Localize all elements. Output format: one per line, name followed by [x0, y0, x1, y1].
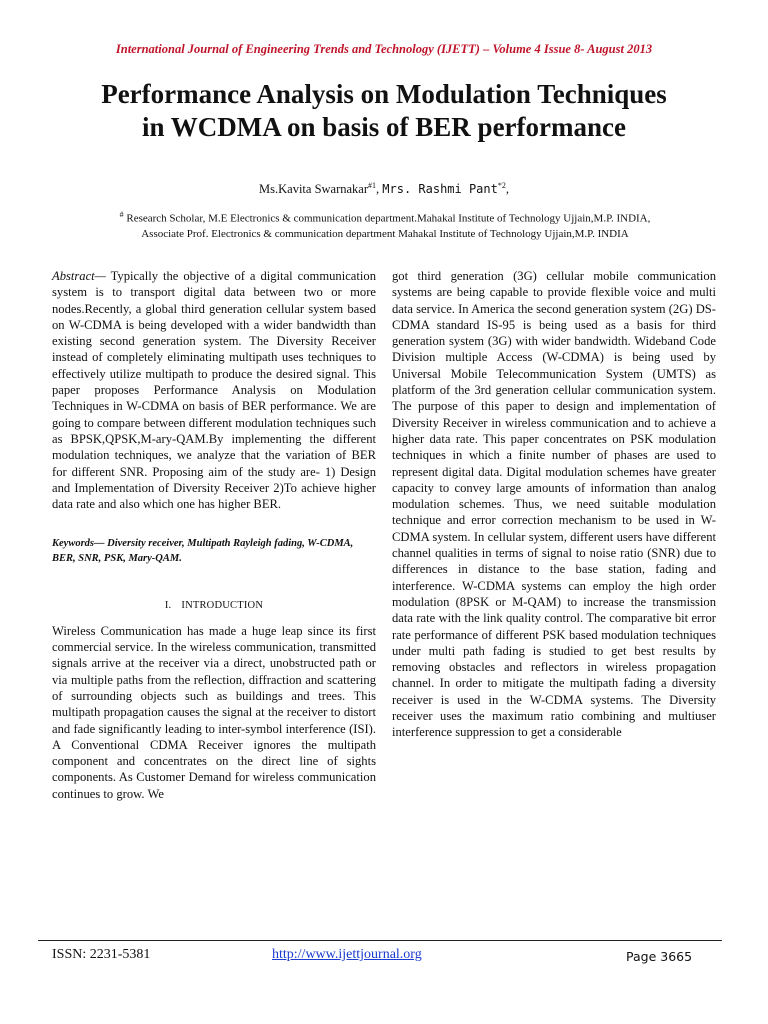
author-2-affiliation-mark: *2 [497, 180, 506, 190]
abstract [52, 268, 376, 512]
title-line-1: Performance Analysis on Modulation Techniques [101, 79, 667, 109]
affiliation-line-1: Research Scholar, M.E Electronics & communication department.Mahakal Institute of Technology Ujjain,M.P. INDIA, [126, 212, 651, 225]
author-separator: , [376, 182, 383, 196]
author-1: Ms.Kavita Swarnakar [259, 182, 369, 196]
right-column [392, 268, 716, 741]
footer-divider [38, 940, 722, 941]
section-number: I. [164, 600, 172, 612]
paper-title [30, 78, 738, 144]
section-title: INTRODUCTION [181, 600, 264, 612]
right-column-text: got third generation (3G) cellular mobile communication systems are being capable to provide flexible voice and multi data service. In America the second generation system (2G) DS-CDMA standard IS-95 is being used as a basis for third generation system (3G) with wider bandwidth. Wideband Code Division multiple Access (W-CDMA) is being used by Universal Mobile Telecommunication System (UMTS) as platform of the 3rd generation cellular communication system. The purpose of this paper to design and implementation of Diversity Receiver in wireless communication and to achieve a higher data rate. This paper concentrates on PSK modulation techniques in which a finite number of phases are used to represent digital data. Digital modulation schemes have greater capacity to convey large amounts of information than analog modulation schemes. Thus, we need suitable modulation technique and error correction mechanism to be used in W-CDMA system. In cellular system, different users have different channel qualities in terms of signal to noise ratio (SNR) due to differences in distance to the base station, fading and interference. W-CDMA systems can employ the high order modulation (8PSK or M-QAM) to increase the transmission data rate with the link quality control. The comparative bit error rate performance of different PSK based modulation techniques under multi path fading is studied to get best results by removing obstacles and reflectors in wireless propagation channel. In order to mitigate the multipath fading a diversity receiver is used in the W-CDMA systems. The Diversity receiver uses the maximum ratio combining and multiuser interference suppression to get a considerable [392, 269, 716, 740]
affiliation-line-2: Associate Prof. Electronics & communication department Mahakal Institute of Technology Ujjain,M.P. INDIA [141, 228, 629, 241]
abstract-text: Typically the objective of a digital communication system is to transport digital data between two or more nodes.Recently, a global third generation cellular system based on W-CDMA is being developed with a wider bandwidth than existing second generation system. The Diversity Receiver instead of completely eliminating multipath uses techniques to effectively utilize multipath to produce the desired signal. This paper proposes Performance Analysis on Modulation Techniques in W-CDMA on basis of BER performance. We are going to compare between different modulation techniques such as BPSK,QPSK,M-ary-QAM.By implementing the different modulation techniques, we analyze that the variation of BER for different SNR. Proposing aim of the study are- 1) Design and Implementation of Diversity Receiver 2)To achieve higher data rate and also which one has higher BER. [52, 269, 376, 512]
section-heading-introduction [52, 598, 376, 614]
introduction-text: Wireless Communication has made a huge leap since its first commercial service. In the wireless communication, transmitted signals arrive at the receiver via a direct, unobstructed path or via multiple paths from the reflection, diffraction and scattering of surrounding objects such as buildings and trees. This multipath propagation causes the signal at the receiver to distort and fade significantly leading to inter-symbol interference (ISI). A Conventional CDMA Receiver ignores the multipath component and concentrates on the direct line of sights components. As Customer Demand for wireless communication continues to grow. We [52, 623, 376, 801]
journal-header: International Journal of Engineering Trends and Technology (IJETT) – Volume 4 Issue 8- August 2013 [115, 42, 653, 56]
author-1-affiliation-mark: #1 [368, 180, 377, 190]
keywords: Keywords— Diversity receiver, Multipath Rayleigh fading, W-CDMA, BER, SNR, PSK, Mary-QAM. [52, 538, 354, 565]
page-number: Page 3665 [626, 949, 693, 964]
affiliations [40, 207, 730, 243]
title-line-2: in WCDMA on basis of BER performance [141, 112, 626, 142]
author-list-trailing: , [505, 182, 509, 196]
abstract-label: Abstract— [52, 269, 106, 283]
left-column [52, 268, 376, 802]
author-list [0, 182, 768, 197]
journal-website-link[interactable]: http://www.ijettjournal.org [272, 947, 422, 962]
author-2: Mrs. Rashmi Pant [382, 182, 498, 196]
footer-issn: ISSN: 2231-5381 [52, 947, 151, 962]
affiliation-marker: # [119, 210, 124, 219]
